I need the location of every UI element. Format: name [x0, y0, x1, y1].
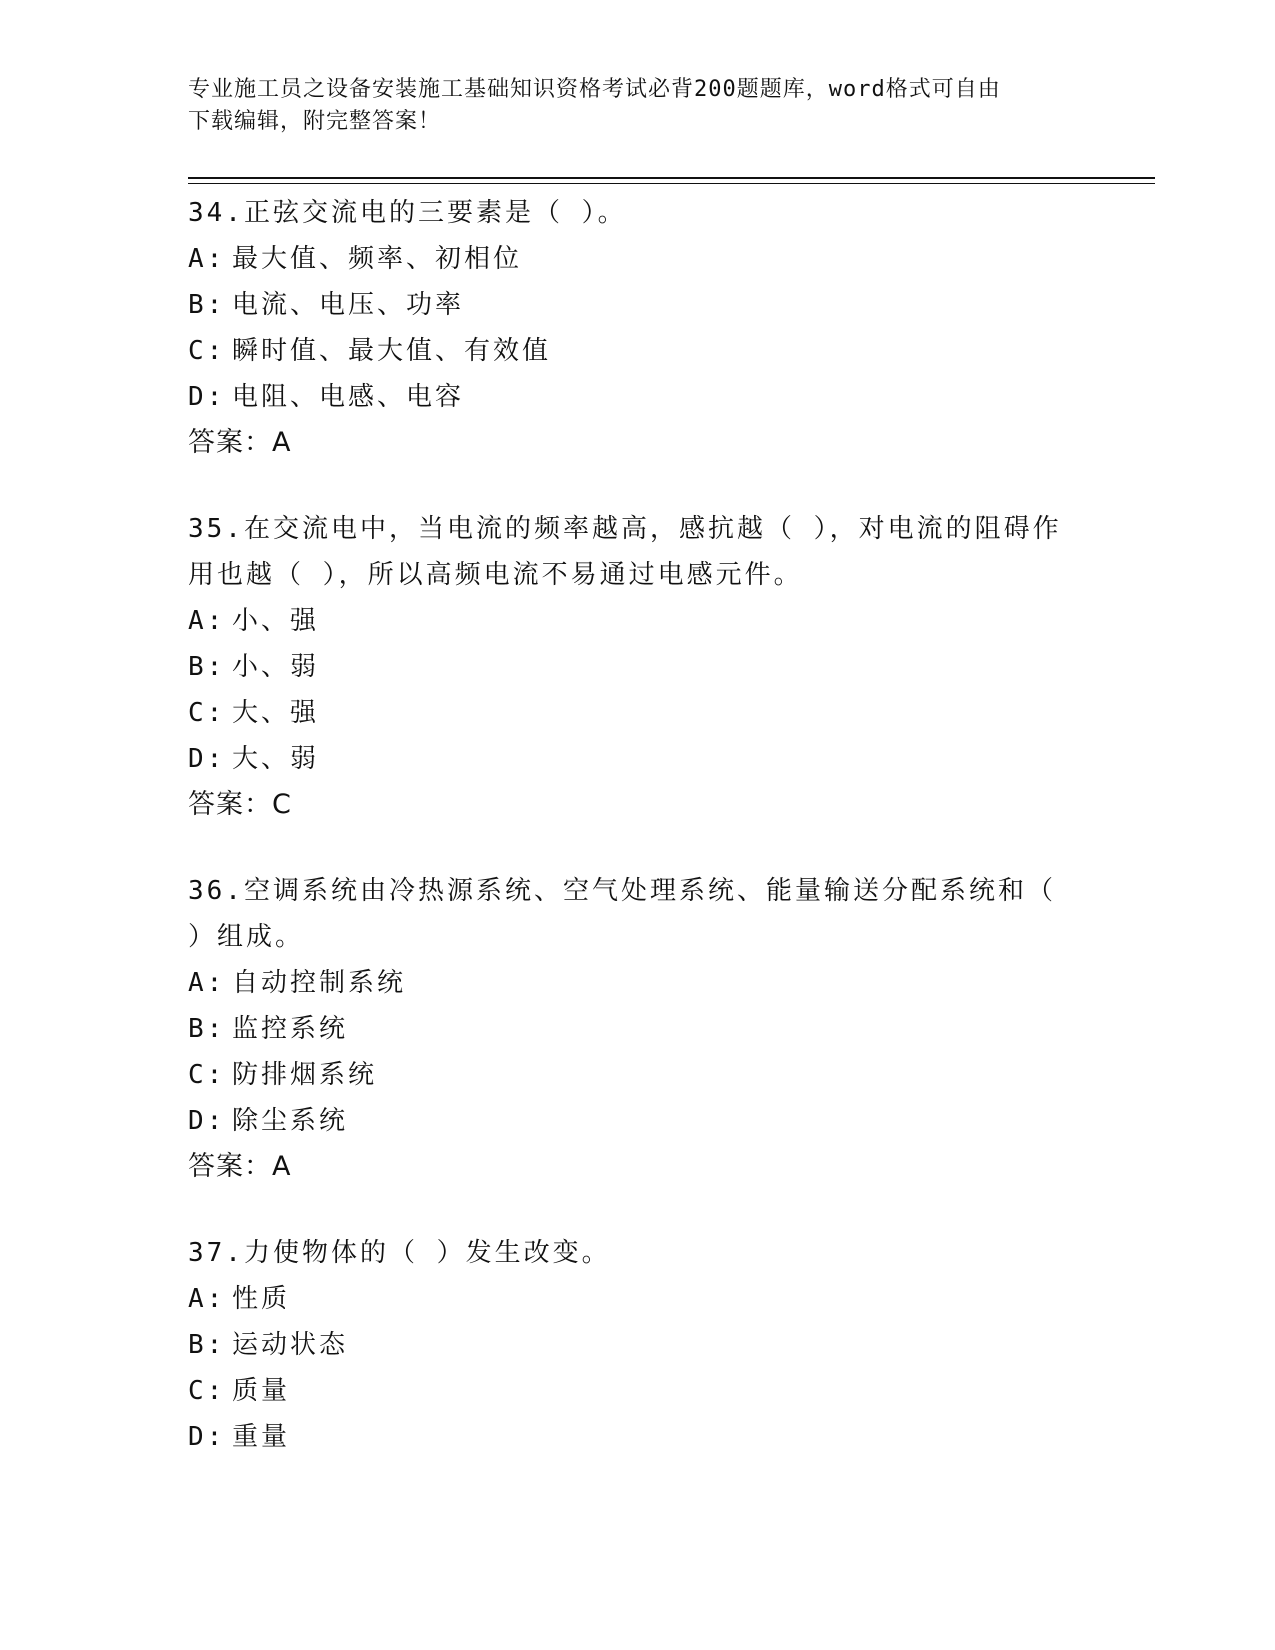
answer-line — [188, 1144, 1068, 1190]
option-text: 小、弱 — [232, 652, 320, 682]
option-a — [188, 236, 1068, 282]
option-text: 大、强 — [232, 698, 320, 728]
option-text: 电流、电压、功率 — [232, 290, 465, 320]
option-text: 性质 — [232, 1284, 291, 1314]
question-stem-line: 空调系统由冷热源系统、空气处理系统、能量输送分配系统和（ — [243, 876, 1056, 906]
option-text: 除尘系统 — [232, 1106, 349, 1136]
option-letter: A: — [188, 968, 226, 998]
option-b — [188, 1006, 1068, 1052]
option-c — [188, 1052, 1068, 1098]
option-letter: D: — [188, 382, 226, 412]
question-36 — [188, 868, 1068, 1190]
option-letter: C: — [188, 1376, 226, 1406]
option-d — [188, 374, 1068, 420]
question-35 — [188, 506, 1068, 828]
question-number: 35. — [188, 514, 244, 544]
option-letter: D: — [188, 744, 226, 774]
option-text: 小、强 — [232, 606, 320, 636]
option-c — [188, 690, 1068, 736]
question-stem — [188, 868, 1068, 914]
header-divider-thick — [188, 177, 1155, 179]
question-37 — [188, 1230, 1068, 1460]
option-d — [188, 736, 1068, 782]
option-letter: B: — [188, 290, 226, 320]
question-number: 37. — [188, 1238, 244, 1268]
option-letter: A: — [188, 244, 226, 274]
option-c — [188, 328, 1068, 374]
question-number: 34. — [188, 198, 244, 228]
question-stem-continuation: ）组成。 — [188, 922, 305, 952]
option-letter: D: — [188, 1106, 226, 1136]
question-list — [188, 190, 1068, 1500]
option-letter: A: — [188, 606, 226, 636]
option-a — [188, 598, 1068, 644]
option-c — [188, 1368, 1068, 1414]
answer-value: A — [272, 1151, 292, 1182]
question-stem-line: 力使物体的（ ）发生改变。 — [243, 1238, 611, 1268]
answer-line — [188, 782, 1068, 828]
option-letter: B: — [188, 652, 226, 682]
option-b — [188, 1322, 1068, 1368]
option-d — [188, 1414, 1068, 1460]
option-letter: D: — [188, 1422, 226, 1452]
option-text: 质量 — [232, 1376, 291, 1406]
document-header — [188, 74, 1088, 138]
option-text: 最大值、频率、初相位 — [232, 244, 523, 274]
answer-value: A — [272, 427, 292, 458]
option-b — [188, 282, 1068, 328]
option-d — [188, 1098, 1068, 1144]
option-text: 重量 — [232, 1422, 291, 1452]
option-letter: A: — [188, 1284, 226, 1314]
question-stem — [188, 190, 1068, 236]
option-text: 防排烟系统 — [232, 1060, 378, 1090]
question-stem — [188, 1230, 1068, 1276]
header-divider-thin — [188, 183, 1155, 184]
answer-label: 答案： — [188, 789, 272, 820]
option-text: 电阻、电感、电容 — [232, 382, 465, 412]
question-number: 36. — [188, 876, 244, 906]
answer-label: 答案： — [188, 1151, 272, 1182]
answer-line — [188, 420, 1068, 466]
option-text: 自动控制系统 — [232, 968, 407, 998]
header-line-1: 专业施工员之设备安装施工基础知识资格考试必背200题题库，word格式可自由 — [188, 77, 1001, 102]
option-text: 运动状态 — [232, 1330, 349, 1360]
question-stem-continuation: 用也越（ ），所以高频电流不易通过电感元件。 — [188, 560, 803, 590]
option-letter: B: — [188, 1330, 226, 1360]
question-34 — [188, 190, 1068, 466]
option-letter: C: — [188, 336, 226, 366]
option-text: 瞬时值、最大值、有效值 — [232, 336, 552, 366]
header-line-2: 下载编辑，附完整答案！ — [188, 109, 442, 134]
option-letter: C: — [188, 698, 226, 728]
option-a — [188, 1276, 1068, 1322]
option-letter: C: — [188, 1060, 226, 1090]
option-letter: B: — [188, 1014, 226, 1044]
answer-label: 答案： — [188, 427, 272, 458]
question-stem — [188, 506, 1068, 552]
option-b — [188, 644, 1068, 690]
question-stem-line: 正弦交流电的三要素是（ ）。 — [243, 198, 627, 228]
option-a — [188, 960, 1068, 1006]
answer-value: C — [272, 789, 292, 820]
option-text: 大、弱 — [232, 744, 320, 774]
option-text: 监控系统 — [232, 1014, 349, 1044]
question-stem-line: 在交流电中，当电流的频率越高，感抗越（ ），对电流的阻碍作 — [243, 514, 1062, 544]
